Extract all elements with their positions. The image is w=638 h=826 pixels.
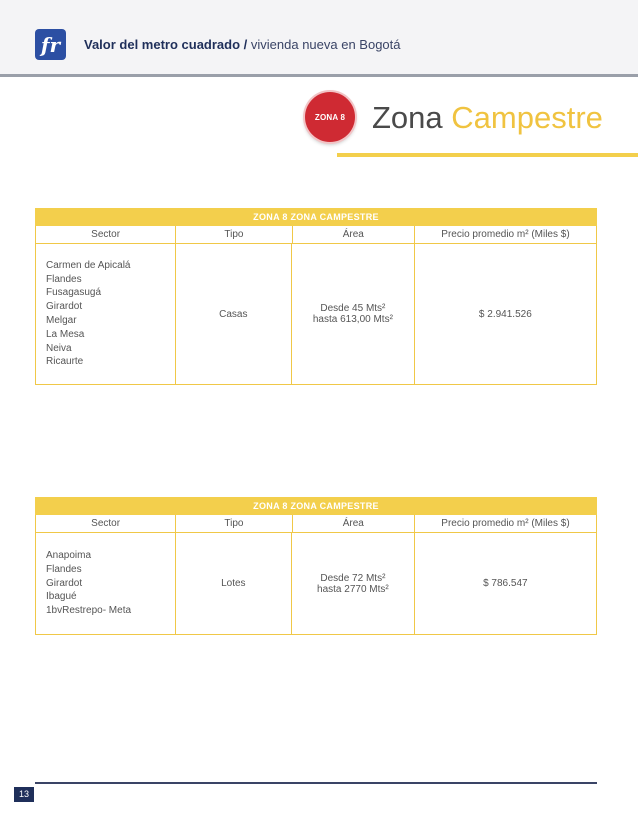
area-line2: hasta 613,00 Mts² bbox=[312, 314, 393, 325]
table-title: ZONA 8 ZONA CAMPESTRE bbox=[35, 497, 597, 515]
table-title: ZONA 8 ZONA CAMPESTRE bbox=[35, 208, 597, 226]
header-title-main: Valor del metro cuadrado bbox=[84, 37, 241, 52]
header-precio: Precio promedio m² (Miles $) bbox=[441, 229, 570, 240]
price-table-lotes bbox=[35, 497, 597, 635]
area-line1: Desde 45 Mts² bbox=[320, 303, 386, 314]
header-tipo: Tipo bbox=[176, 515, 292, 532]
sector-item: Girardot bbox=[46, 301, 83, 313]
sector-item: Carmen de Apicalá bbox=[46, 259, 131, 271]
footer-divider bbox=[35, 782, 597, 784]
sector-cell bbox=[36, 244, 176, 384]
table-row bbox=[35, 533, 597, 635]
tipo-cell: Lotes bbox=[176, 533, 293, 634]
precio-cell: $ 2.941.526 bbox=[478, 308, 532, 320]
logo-icon: fr bbox=[35, 29, 66, 60]
zone-title bbox=[372, 100, 603, 136]
sector-cell bbox=[36, 533, 176, 634]
area-line1: Desde 72 Mts² bbox=[320, 572, 386, 584]
sector-item: 1bvRestrepo- Meta bbox=[46, 605, 132, 617]
tipo-cell: Casas bbox=[176, 244, 293, 384]
header-tipo: Tipo bbox=[176, 226, 292, 243]
area-cell bbox=[292, 533, 415, 634]
zone-badge: ZONA 8 bbox=[305, 92, 355, 142]
area-line2: hasta 2770 Mts² bbox=[317, 583, 389, 595]
header-precio: Precio promedio m² (Miles $) bbox=[441, 518, 570, 529]
sector-item: Melgar bbox=[46, 315, 77, 326]
header-area: Área bbox=[293, 515, 415, 532]
page-number: 13 bbox=[14, 787, 34, 802]
sector-item: La Mesa bbox=[46, 328, 85, 340]
sector-item: Flandes bbox=[46, 563, 82, 575]
header-sector: Sector bbox=[36, 226, 176, 243]
sector-item: Girardot bbox=[46, 577, 83, 589]
table-header-row bbox=[35, 515, 597, 533]
price-table-casas bbox=[35, 208, 597, 385]
header-sector: Sector bbox=[36, 515, 176, 532]
zone-title-word2: Campestre bbox=[451, 100, 603, 135]
table-header-row bbox=[35, 226, 597, 244]
table-row bbox=[35, 244, 597, 385]
header-area: Área bbox=[293, 226, 415, 243]
zone-title-word1: Zona bbox=[372, 100, 443, 135]
sector-item: Fusagasugá bbox=[46, 287, 102, 299]
precio-cell: $ 786.547 bbox=[483, 578, 528, 589]
header-title-sub: vivienda nueva en Bogotá bbox=[250, 37, 401, 52]
sector-item: Flandes bbox=[46, 273, 82, 285]
zone-title-underline bbox=[337, 153, 638, 157]
sector-item: Ricaurte bbox=[46, 356, 84, 368]
header-title bbox=[84, 37, 401, 52]
sector-item: Neiva bbox=[46, 342, 72, 354]
sector-item: Anapoima bbox=[46, 550, 92, 561]
sector-item: Ibagué bbox=[46, 591, 77, 603]
area-cell bbox=[292, 244, 415, 384]
header-title-separator: / bbox=[240, 37, 251, 52]
